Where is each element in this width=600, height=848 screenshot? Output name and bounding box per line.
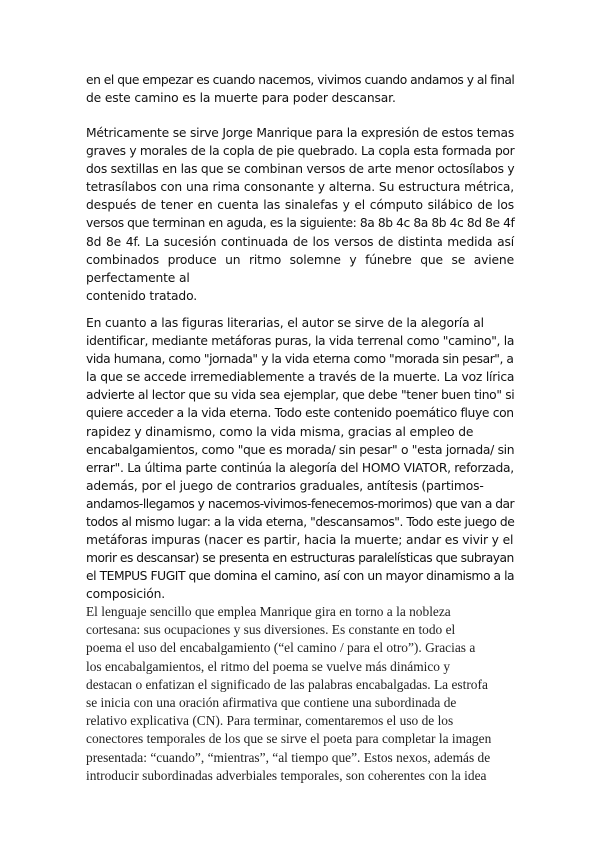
text-line: contenido tratado. (86, 288, 198, 303)
text-line: andamos-llegamos y nacemos-vivimos-fenecemos-morimos) que van a dar (86, 496, 515, 511)
text-line: errar". La última parte continúa la alegoría del HOMO VIATOR, reforzada, (86, 460, 514, 475)
text-line: la que se accede irremediablemente a través de la muerte. La voz lírica (86, 370, 515, 385)
text-line: poema el uso del encabalgamiento (“el camino / para el otro”). Gracias a (86, 640, 476, 656)
text-line: morir es descansar) se presenta en estructuras paralelísticas que subrayan (86, 551, 514, 566)
text-line: encabalgamientos, como "que es morada/ sin pesar" o "esta jornada/ sin (86, 442, 515, 457)
text-line: después de tener en cuenta las sinalefas y el cómputo silábico de los (86, 198, 514, 213)
text-line: composición. (86, 587, 166, 602)
paragraph-metrica (86, 124, 514, 305)
text-line: versos que terminan en aguda, es la siguiente: 8a 8b 4c 8a 8b 4c 8d 8e 4f (86, 216, 515, 231)
text-line: tetrasílabos con una rima consonante y alterna. Su estructura métrica, (86, 180, 514, 195)
paragraph-lenguaje (86, 603, 514, 785)
text-line: 8d 8e 4f. La sucesión continuada de los versos de distinta medida así (86, 234, 514, 249)
text-line: metáforas impuras (nacer es partir, hacia la muerte; andar es vivir y el (86, 533, 514, 548)
text-line: todos al mismo lugar: a la vida eterna, "descansamos". Todo este juego de (86, 515, 515, 530)
text-line: En cuanto a las figuras literarias, el autor se sirve de la alegoría al (86, 316, 484, 330)
text-line: dos sextillas en las que se combinan versos de arte menor octosílabos y (86, 162, 515, 177)
text-line: relativo explicativa (CN). Para terminar, comentaremos el uso de los (86, 713, 454, 729)
paragraph-figuras-literarias (86, 314, 514, 604)
text-line: rapidez y dinamismo, como la vida misma, gracias al empleo de (86, 424, 474, 439)
text-line: presentada: “cuando”, “mientras”, “al tiempo que”. Estos nexos, además de (86, 749, 491, 765)
text-line: El lenguaje sencillo que emplea Manrique gira en torno a la nobleza (86, 604, 451, 619)
text-line: conectores temporales de los que se sirve el poeta para completar la imagen (86, 731, 492, 747)
text-line: vida humana, como "jornada" y la vida eterna como "morada sin pesar", a (86, 352, 514, 367)
text-line: quiere acceder a la vida eterna. Todo este contenido poemático fluye con (86, 406, 514, 421)
text-line: en el que empezar es cuando nacemos, vivimos cuando andamos y al final (86, 73, 515, 87)
text-line: de este camino es la muerte para poder descansar. (86, 91, 396, 106)
text-line: advierte al lector que su vida sea ejemplar, que debe "tener buen tino" si (86, 388, 515, 403)
text-line: los encabalgamientos, el ritmo del poema se vuelve más dinámico y (86, 658, 451, 674)
text-line: combinados produce un ritmo solemne y fúnebre que se aviene (86, 252, 514, 267)
paragraph-camino-intro (86, 71, 514, 107)
text-line: destacan o enfatizan el significado de las palabras encabalgadas. La estrofa (86, 676, 488, 692)
text-line: además, por el juego de contrarios graduales, antítesis (partimos- (86, 478, 484, 493)
text-line: cortesana: sus ocupaciones y sus diversiones. Es constante en todo el (86, 622, 456, 638)
text-line: graves y morales de la copla de pie quebrado. La copla esta formada por (86, 144, 515, 159)
text-line: se inicia con una oración afirmativa que contiene una subordinada de (86, 695, 457, 711)
text-line: el TEMPUS FUGIT que domina el camino, así con un mayor dinamismo a la (86, 569, 515, 584)
text-line: introducir subordinadas adverbiales temporales, son coherentes con la idea (86, 767, 487, 783)
text-line: Métricamente se sirve Jorge Manrique para la expresión de estos temas (86, 126, 515, 140)
text-line: perfectamente al (86, 270, 190, 285)
text-line: identificar, mediante metáforas puras, la vida terrenal como "camino", la (86, 334, 515, 349)
